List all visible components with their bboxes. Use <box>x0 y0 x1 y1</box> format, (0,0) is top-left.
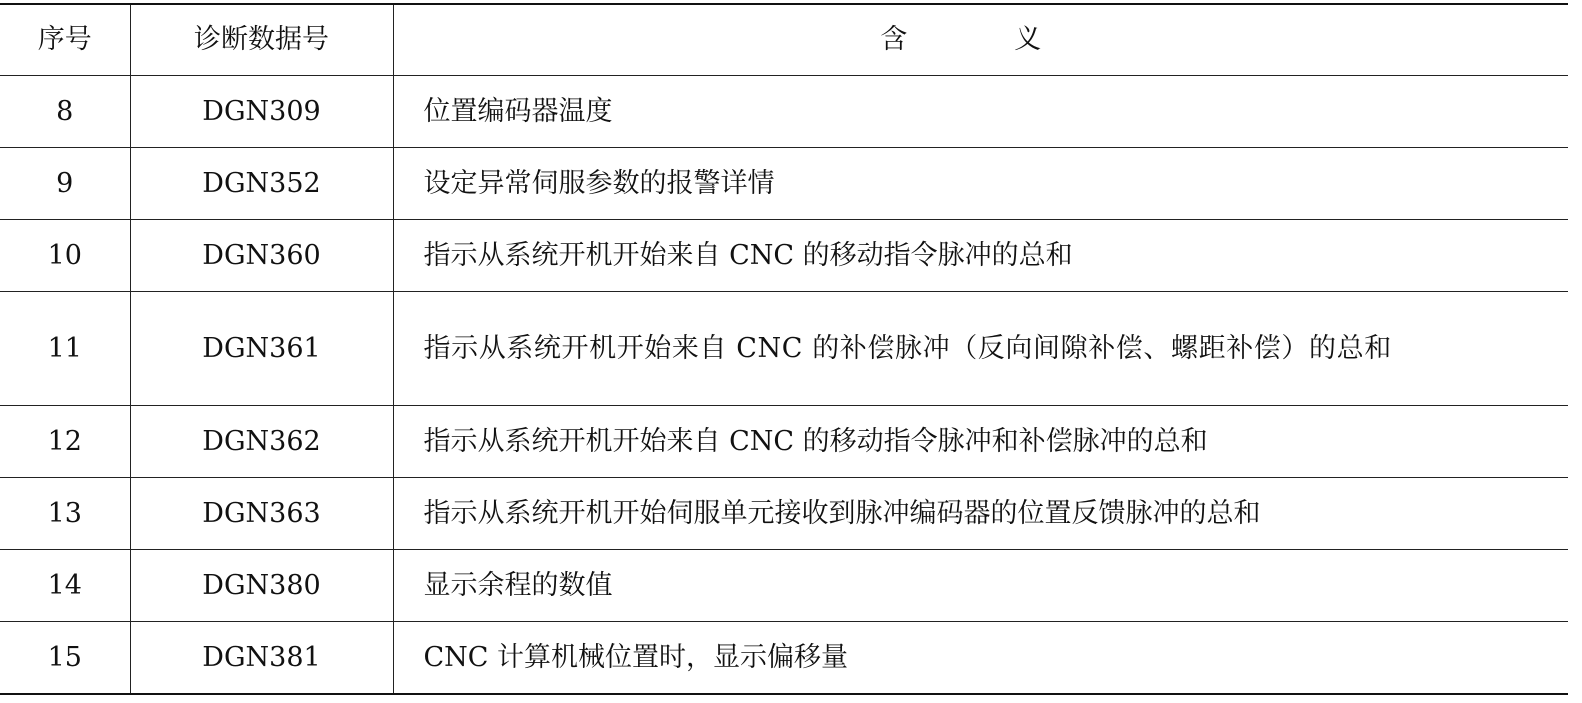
row-code: DGN309 <box>130 76 393 148</box>
row-meaning: 指示从系统开机开始伺服单元接收到脉冲编码器的位置反馈脉冲的总和 <box>423 497 1261 529</box>
table-row <box>0 622 1568 695</box>
row-code: DGN362 <box>130 406 393 478</box>
row-meaning-cell <box>393 292 1568 406</box>
header-meaning: 含 义 <box>393 4 1568 76</box>
table-row <box>0 76 1568 148</box>
row-no: 9 <box>0 148 130 220</box>
row-no: 15 <box>0 622 130 695</box>
table-row <box>0 292 1568 406</box>
table-row <box>0 148 1568 220</box>
table-header <box>0 4 1568 76</box>
row-meaning-cell <box>393 76 1568 148</box>
table-row <box>0 550 1568 622</box>
table-row <box>0 406 1568 478</box>
row-meaning: 指示从系统开机开始来自 CNC 的移动指令脉冲的总和 <box>423 239 1073 271</box>
row-code: DGN360 <box>130 220 393 292</box>
header-row <box>0 4 1568 76</box>
table-body <box>0 76 1568 695</box>
row-meaning: 位置编码器温度 <box>423 95 613 127</box>
row-code: DGN352 <box>130 148 393 220</box>
row-code: DGN380 <box>130 550 393 622</box>
row-meaning-cell <box>393 220 1568 292</box>
table-row <box>0 478 1568 550</box>
row-code: DGN381 <box>130 622 393 695</box>
table-row <box>0 220 1568 292</box>
row-code: DGN363 <box>130 478 393 550</box>
diagnostic-data-table <box>0 3 1568 695</box>
row-meaning: 指示从系统开机开始来自 CNC 的补偿脉冲（反向间隙补偿、螺距补偿）的总和 <box>423 332 1392 364</box>
row-no: 12 <box>0 406 130 478</box>
row-meaning-cell <box>393 148 1568 220</box>
row-meaning: 设定异常伺服参数的报警详情 <box>423 167 775 199</box>
row-no: 11 <box>0 292 130 406</box>
row-no: 14 <box>0 550 130 622</box>
row-meaning-cell <box>393 550 1568 622</box>
row-code: DGN361 <box>130 292 393 406</box>
row-meaning: 显示余程的数值 <box>423 569 613 601</box>
row-no: 13 <box>0 478 130 550</box>
row-meaning: 指示从系统开机开始来自 CNC 的移动指令脉冲和补偿脉冲的总和 <box>423 425 1208 457</box>
header-code: 诊断数据号 <box>130 4 393 76</box>
header-no: 序号 <box>0 4 130 76</box>
row-no: 10 <box>0 220 130 292</box>
row-no: 8 <box>0 76 130 148</box>
row-meaning-cell <box>393 406 1568 478</box>
row-meaning: CNC 计算机械位置时，显示偏移量 <box>423 641 849 673</box>
row-meaning-cell <box>393 622 1568 695</box>
row-meaning-cell <box>393 478 1568 550</box>
